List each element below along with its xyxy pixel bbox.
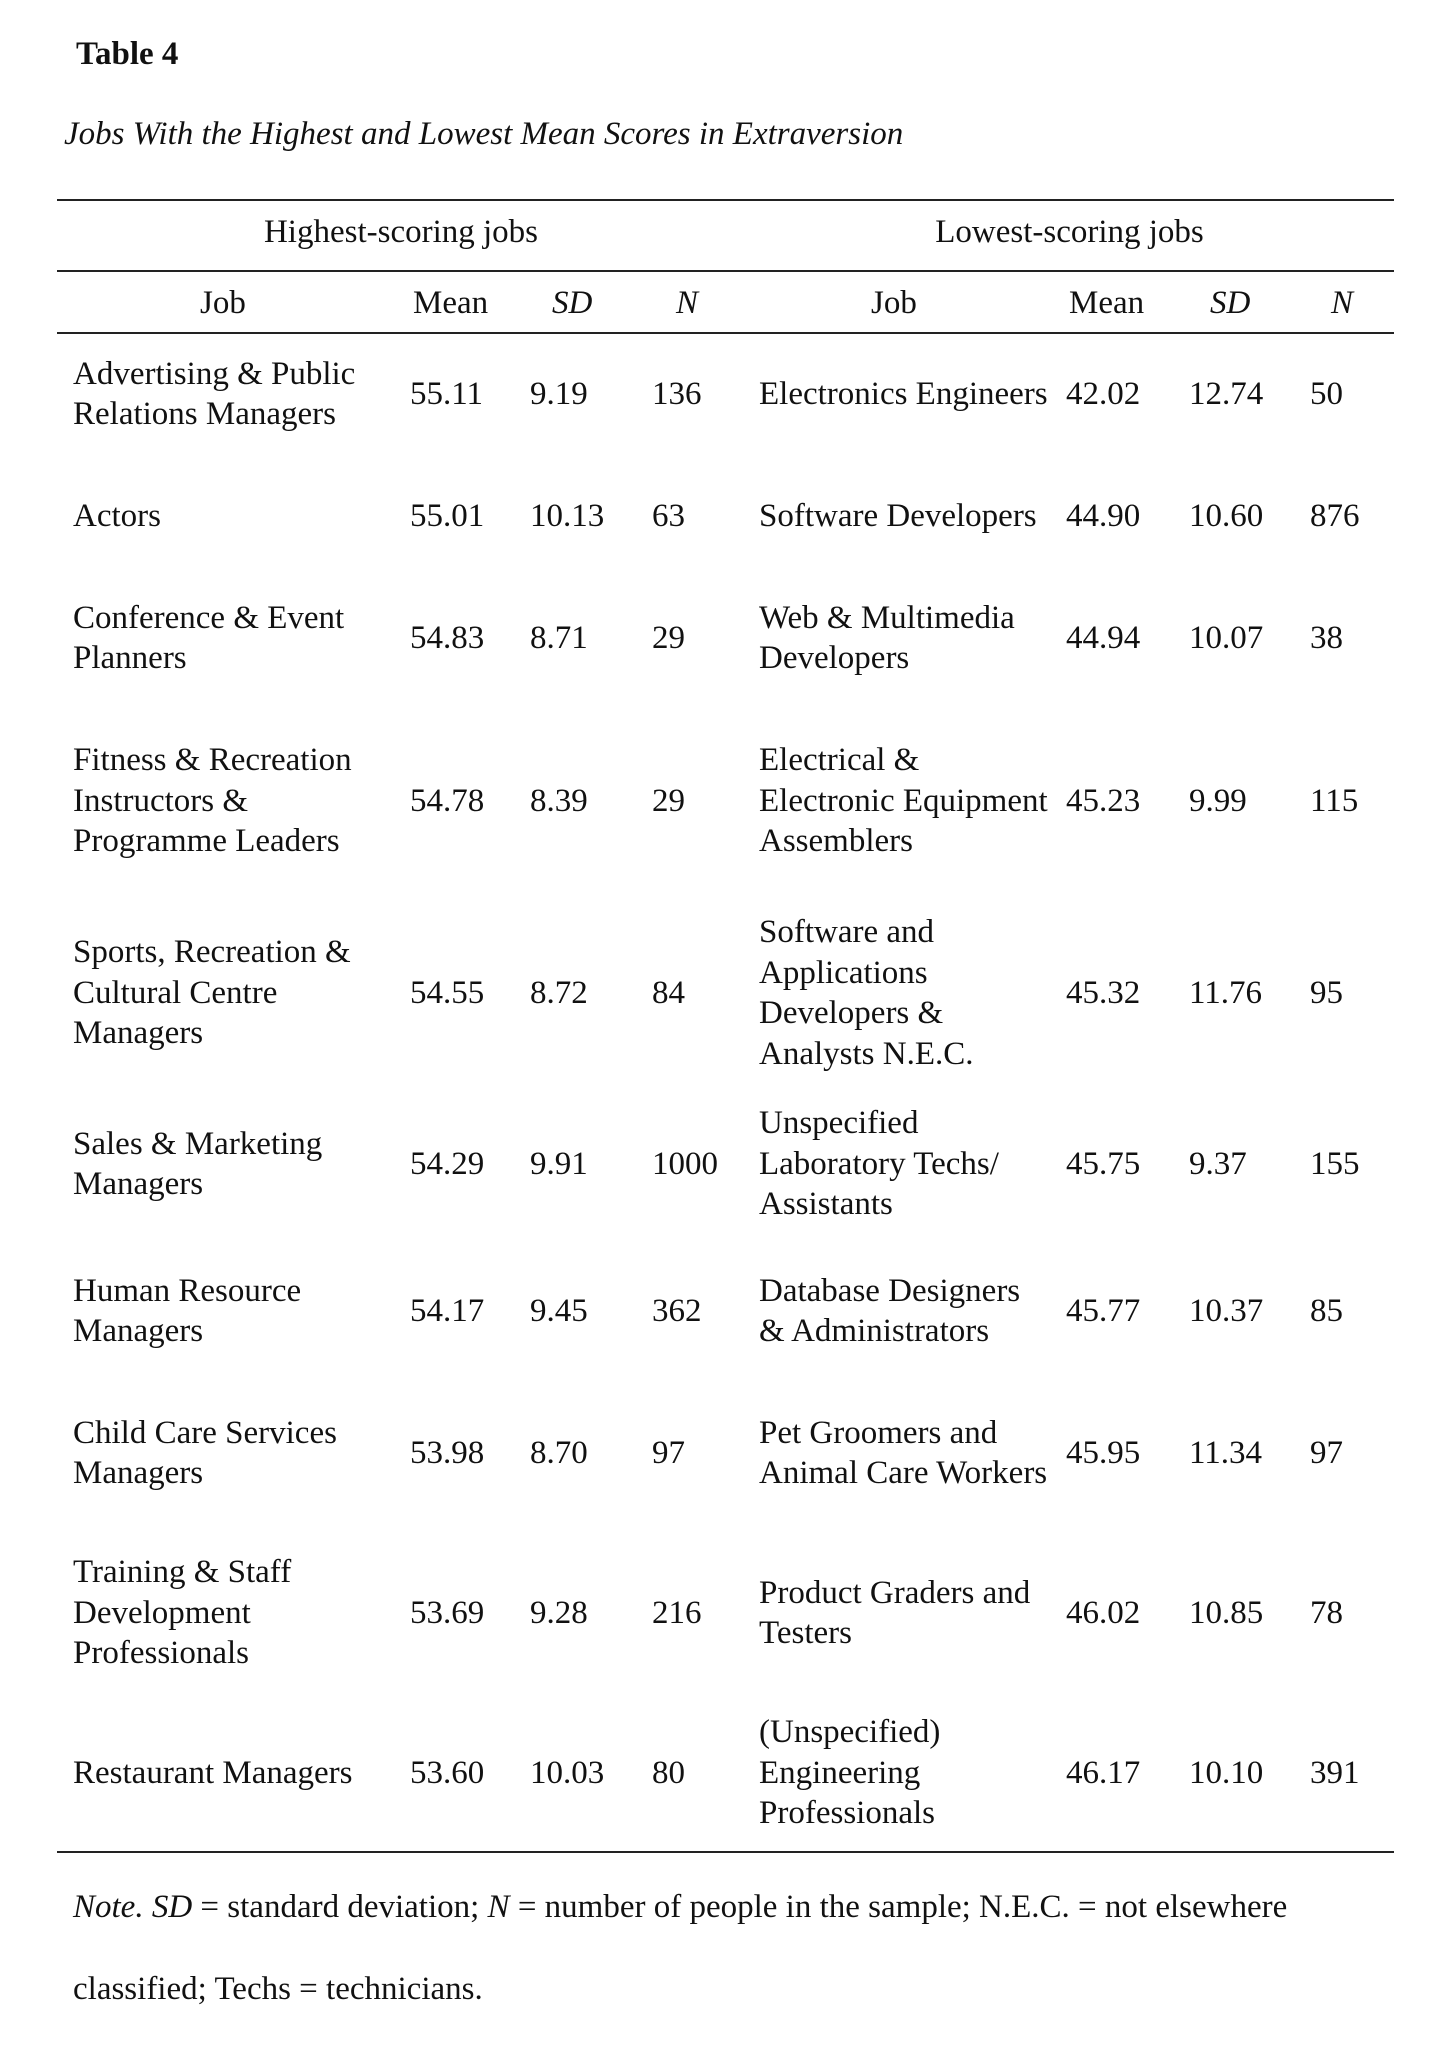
table-row xyxy=(0,910,1430,1076)
low-job-cell: Product Graders and Testers xyxy=(759,1574,1031,1651)
group-header-rule xyxy=(57,270,1394,272)
table-row xyxy=(0,352,1430,436)
low-mean-cell: 45.32 xyxy=(1066,974,1141,1011)
low-sd-cell: 10.37 xyxy=(1189,1292,1264,1329)
low-n-cell: 38 xyxy=(1310,619,1343,656)
column-header-sd-right: SD xyxy=(1210,285,1251,321)
high-job-cell: Advertising & Public Relations Managers xyxy=(73,355,356,432)
note-label: Note. xyxy=(73,1889,144,1925)
low-mean-cell: 45.95 xyxy=(1066,1434,1141,1471)
low-sd-cell: 11.76 xyxy=(1189,974,1263,1011)
high-sd-cell: 8.39 xyxy=(530,782,588,819)
bottom-rule xyxy=(57,1851,1394,1853)
low-n-cell: 85 xyxy=(1310,1292,1343,1329)
high-mean-cell: 53.69 xyxy=(410,1594,485,1631)
high-sd-cell: 9.19 xyxy=(530,375,588,412)
low-mean-cell: 45.77 xyxy=(1066,1292,1141,1329)
note-sd-symbol: SD xyxy=(151,1889,193,1925)
group-header-highest: Highest-scoring jobs xyxy=(263,214,539,250)
low-mean-cell: 44.94 xyxy=(1066,619,1141,656)
high-mean-cell: 53.60 xyxy=(410,1754,485,1791)
low-sd-cell: 10.10 xyxy=(1189,1754,1264,1791)
low-n-cell: 50 xyxy=(1310,375,1343,412)
low-sd-cell: 10.85 xyxy=(1189,1594,1264,1631)
low-sd-cell: 11.34 xyxy=(1189,1434,1263,1471)
high-sd-cell: 9.45 xyxy=(530,1292,588,1329)
low-n-cell: 78 xyxy=(1310,1594,1343,1631)
high-sd-cell: 9.91 xyxy=(530,1145,588,1182)
low-mean-cell: 45.23 xyxy=(1066,782,1141,819)
high-sd-cell: 8.70 xyxy=(530,1434,588,1471)
column-header-n-left: N xyxy=(676,285,699,321)
high-job-cell: Fitness & Recreation Instructors & Programme Leaders xyxy=(73,742,352,860)
low-mean-cell: 44.90 xyxy=(1066,497,1141,534)
table-note xyxy=(73,1866,1393,2030)
note-definitions: = number of people in the sample; N.E.C. = not elsewhere classified; Techs = technicians. xyxy=(73,1889,1288,2007)
column-header-job-left: Job xyxy=(200,285,246,321)
high-mean-cell: 54.55 xyxy=(410,974,485,1011)
table-title: Jobs With the Highest and Lowest Mean Scores in Extraversion xyxy=(64,116,904,152)
column-header-sd-left: SD xyxy=(552,285,593,321)
high-mean-cell: 55.11 xyxy=(410,375,484,412)
low-n-cell: 97 xyxy=(1310,1434,1343,1471)
low-n-cell: 155 xyxy=(1310,1145,1360,1182)
high-job-cell: Sports, Recreation & Cultural Centre Managers xyxy=(73,934,351,1052)
column-header-job-right: Job xyxy=(871,285,917,321)
high-sd-cell: 10.03 xyxy=(530,1754,605,1791)
high-job-cell: Human Resource Managers xyxy=(73,1272,302,1349)
low-n-cell: 876 xyxy=(1310,497,1360,534)
high-n-cell: 63 xyxy=(652,497,685,534)
table-row xyxy=(0,718,1430,884)
low-job-cell: Web & Multimedia Developers xyxy=(759,599,1015,676)
high-job-cell: Sales & Marketing Managers xyxy=(73,1125,323,1202)
low-sd-cell: 10.07 xyxy=(1189,619,1264,656)
table-row xyxy=(0,1101,1430,1227)
low-job-cell: Electronics Engineers xyxy=(759,375,1048,412)
high-mean-cell: 54.17 xyxy=(410,1292,485,1329)
high-n-cell: 84 xyxy=(652,974,685,1011)
low-mean-cell: 42.02 xyxy=(1066,375,1141,412)
low-mean-cell: 46.17 xyxy=(1066,1754,1141,1791)
table-row xyxy=(0,1269,1430,1353)
high-mean-cell: 53.98 xyxy=(410,1434,485,1471)
low-n-cell: 95 xyxy=(1310,974,1343,1011)
high-sd-cell: 10.13 xyxy=(530,497,605,534)
high-job-cell: Training & Staff Development Professionals xyxy=(73,1554,292,1672)
top-rule xyxy=(57,199,1394,201)
low-sd-cell: 10.60 xyxy=(1189,497,1264,534)
high-job-cell: Conference & Event Planners xyxy=(73,599,345,676)
high-mean-cell: 54.78 xyxy=(410,782,485,819)
low-mean-cell: 45.75 xyxy=(1066,1145,1141,1182)
high-job-cell: Actors xyxy=(73,497,161,534)
low-sd-cell: 9.99 xyxy=(1189,782,1247,819)
low-job-cell: Software Developers xyxy=(759,497,1037,534)
high-job-cell: Child Care Services Managers xyxy=(73,1414,337,1491)
high-mean-cell: 55.01 xyxy=(410,497,485,534)
high-mean-cell: 54.83 xyxy=(410,619,485,656)
low-sd-cell: 9.37 xyxy=(1189,1145,1247,1182)
note-n-symbol: N xyxy=(487,1889,510,1925)
low-sd-cell: 12.74 xyxy=(1189,375,1264,412)
table-row xyxy=(0,596,1430,680)
high-sd-cell: 9.28 xyxy=(530,1594,588,1631)
high-n-cell: 29 xyxy=(652,619,685,656)
low-job-cell: Electrical & Electronic Equipment Assemblers xyxy=(759,742,1048,860)
table-label: Table 4 xyxy=(76,36,179,72)
table-row xyxy=(0,1550,1430,1676)
high-mean-cell: 54.29 xyxy=(410,1145,485,1182)
high-n-cell: 362 xyxy=(652,1292,702,1329)
low-n-cell: 115 xyxy=(1310,782,1359,819)
column-header-rule xyxy=(57,332,1394,334)
low-job-cell: Database Designers & Administrators xyxy=(759,1272,1021,1349)
high-job-cell: Restaurant Managers xyxy=(73,1754,353,1791)
high-sd-cell: 8.71 xyxy=(530,619,588,656)
column-header-mean-right: Mean xyxy=(1069,285,1145,321)
high-n-cell: 97 xyxy=(652,1434,685,1471)
column-header-n-right: N xyxy=(1331,285,1354,321)
high-n-cell: 1000 xyxy=(652,1145,718,1182)
low-job-cell: Pet Groomers and Animal Care Workers xyxy=(759,1414,1048,1491)
low-n-cell: 391 xyxy=(1310,1754,1360,1791)
table-row xyxy=(0,1390,1430,1516)
high-n-cell: 136 xyxy=(652,375,702,412)
low-job-cell: Unspecified Laboratory Techs/ Assistants xyxy=(759,1105,999,1223)
low-job-cell: Software and Applications Developers & Analysts N.E.C. xyxy=(759,914,974,1072)
table-row xyxy=(0,1710,1430,1836)
table-row xyxy=(0,474,1430,558)
high-n-cell: 80 xyxy=(652,1754,685,1791)
low-job-cell: (Unspecified) Engineering Professionals xyxy=(759,1714,941,1832)
high-n-cell: 29 xyxy=(652,782,685,819)
note-sd-definition: = standard deviation; xyxy=(192,1889,488,1925)
high-n-cell: 216 xyxy=(652,1594,702,1631)
low-mean-cell: 46.02 xyxy=(1066,1594,1141,1631)
column-header-mean-left: Mean xyxy=(413,285,489,321)
high-sd-cell: 8.72 xyxy=(530,974,588,1011)
group-header-lowest: Lowest-scoring jobs xyxy=(935,214,1204,250)
